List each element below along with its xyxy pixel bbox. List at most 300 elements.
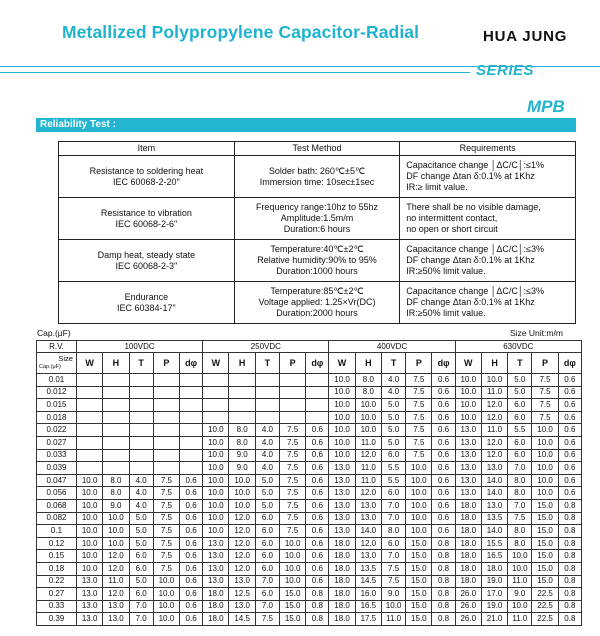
dimension-cell: 12.0 xyxy=(355,487,381,500)
dimension-cell: 7.5 xyxy=(382,562,406,575)
requirements-cell-line: no intermittent contact, xyxy=(406,213,498,223)
dimension-cell xyxy=(180,462,203,475)
dimension-cell: 7.5 xyxy=(406,411,432,424)
dimension-cell: 14.0 xyxy=(481,487,507,500)
dimension-cell: 7.0 xyxy=(382,499,406,512)
capacitance-cell: 0.27 xyxy=(37,588,77,601)
dimensions-table xyxy=(36,340,582,626)
dimension-cell: 6.0 xyxy=(129,550,153,563)
cap-corner-label: Cap.(μF) xyxy=(39,364,61,370)
dimension-cell xyxy=(229,399,255,412)
dimension-cell: 0.8 xyxy=(306,588,329,601)
dimension-cell: 0.6 xyxy=(432,436,455,449)
dimension-cell: 13.0 xyxy=(329,525,355,538)
dimension-cell: 26.0 xyxy=(455,588,481,601)
reliability-row xyxy=(59,198,576,240)
dimension-cell: 13.0 xyxy=(76,588,102,601)
column-header-d: dφ xyxy=(306,353,329,374)
reliability-row xyxy=(59,282,576,324)
dimension-cell: 10.0 xyxy=(76,512,102,525)
dimension-cell xyxy=(180,411,203,424)
test-method-cell-line: Solder bath: 260℃±5℃ xyxy=(268,165,366,176)
table-row xyxy=(37,462,582,475)
dimension-cell xyxy=(76,424,102,437)
dimension-cell: 13.0 xyxy=(455,436,481,449)
dimension-header-row xyxy=(37,353,582,374)
table-row xyxy=(37,424,582,437)
dimension-cell: 0.6 xyxy=(306,474,329,487)
size-label: Size xyxy=(58,354,73,363)
dimension-cell: 10.0 xyxy=(406,525,432,538)
dimension-cell: 18.0 xyxy=(203,600,229,613)
dimension-cell: 7.5 xyxy=(406,436,432,449)
dimension-cell: 18.0 xyxy=(329,613,355,626)
test-method-cell-line: Duration:6 hours xyxy=(283,224,351,234)
table-row xyxy=(37,399,582,412)
dimension-cell: 6.0 xyxy=(129,562,153,575)
dimension-cell: 0.6 xyxy=(558,436,581,449)
dimension-cell xyxy=(129,399,153,412)
reliability-section-title: Reliability Test : xyxy=(40,119,116,130)
dimension-cell xyxy=(129,436,153,449)
dimension-cell xyxy=(76,436,102,449)
dimension-cell: 5.0 xyxy=(382,399,406,412)
reliability-row xyxy=(59,156,576,198)
column-header-d: dφ xyxy=(180,353,203,374)
dimension-cell: 16.5 xyxy=(481,550,507,563)
requirements-cell-line: Capacitance change │ΔC/C│:≤3% xyxy=(406,244,544,254)
dimension-cell: 8.0 xyxy=(508,487,532,500)
column-header-w: W xyxy=(203,353,229,374)
dimension-cell: 0.6 xyxy=(180,474,203,487)
dimension-cell: 0.6 xyxy=(180,550,203,563)
requirements-cell xyxy=(400,282,576,324)
dimension-cell: 0.8 xyxy=(432,550,455,563)
dimension-cell: 7.0 xyxy=(255,600,279,613)
requirements-cell-line: IR:≥50% limit value. xyxy=(406,308,486,318)
item-cell-line: Damp heat, steady state xyxy=(97,249,196,260)
table-row xyxy=(37,436,582,449)
table-row xyxy=(37,575,582,588)
dimension-cell: 7.5 xyxy=(406,399,432,412)
table-row xyxy=(37,386,582,399)
dimension-cell: 4.0 xyxy=(129,487,153,500)
voltage-header-row xyxy=(37,341,582,353)
dimension-cell: 0.6 xyxy=(432,525,455,538)
test-method-cell-line: Temperature:85℃±2℃ xyxy=(270,286,364,296)
dimension-cell: 13.0 xyxy=(329,462,355,475)
dimension-cell: 7.5 xyxy=(279,487,305,500)
item-cell-line: IEC 60384-17" xyxy=(117,302,176,313)
column-header-item: Item xyxy=(59,142,235,156)
dimension-cell: 10.0 xyxy=(76,562,102,575)
column-header-t: T xyxy=(382,353,406,374)
dimension-cell: 9.0 xyxy=(103,499,129,512)
dimension-cell: 10.0 xyxy=(153,588,179,601)
table-row xyxy=(37,550,582,563)
dimension-cell: 0.8 xyxy=(306,613,329,626)
dimension-cell: 12.0 xyxy=(481,436,507,449)
dimension-cell xyxy=(279,399,305,412)
dimension-cell: 7.5 xyxy=(406,424,432,437)
dimension-cell: 7.5 xyxy=(279,462,305,475)
dimension-cell: 10.0 xyxy=(203,487,229,500)
dimension-cell: 15.0 xyxy=(406,600,432,613)
dimension-cell: 0.6 xyxy=(180,600,203,613)
dimension-cell: 10.0 xyxy=(532,487,558,500)
dimension-cell: 13.0 xyxy=(481,499,507,512)
dimension-cell: 10.0 xyxy=(406,499,432,512)
dimension-cell: 10.0 xyxy=(103,512,129,525)
dimension-cell: 7.5 xyxy=(532,386,558,399)
dimension-cell xyxy=(203,374,229,387)
dimension-cell: 26.0 xyxy=(455,613,481,626)
dimension-cell: 22.5 xyxy=(532,600,558,613)
dimension-cell: 11.0 xyxy=(355,436,381,449)
dimension-cell: 10.0 xyxy=(229,499,255,512)
requirements-cell-line: There shall be no visible damage, xyxy=(406,202,541,212)
dimension-cell xyxy=(153,462,179,475)
dimension-cell xyxy=(229,411,255,424)
dimension-cell: 7.5 xyxy=(153,474,179,487)
dimension-cell: 15.0 xyxy=(532,525,558,538)
test-method-cell-line: Relative humidity:90% to 95% xyxy=(257,255,377,265)
dimension-cell: 14.5 xyxy=(229,613,255,626)
dimension-cell xyxy=(153,399,179,412)
dimension-cell xyxy=(229,386,255,399)
dimension-cell xyxy=(129,462,153,475)
dimension-cell: 13.5 xyxy=(355,562,381,575)
dimension-cell: 19.0 xyxy=(481,600,507,613)
dimension-cell xyxy=(103,399,129,412)
dimension-cell xyxy=(129,411,153,424)
item-cell-line: Resistance to vibration xyxy=(100,207,192,218)
dimension-cell: 7.5 xyxy=(406,449,432,462)
dimension-cell xyxy=(203,399,229,412)
dimension-cell: 18.0 xyxy=(455,537,481,550)
dimension-cell: 12.0 xyxy=(481,449,507,462)
dimension-cell: 18.0 xyxy=(329,537,355,550)
dimension-cell xyxy=(76,399,102,412)
dimension-cell: 15.0 xyxy=(406,575,432,588)
column-header-t: T xyxy=(129,353,153,374)
dimension-cell: 18.0 xyxy=(455,512,481,525)
dimension-cell: 13.0 xyxy=(76,600,102,613)
dimension-cell: 6.0 xyxy=(508,449,532,462)
dimension-cell: 5.5 xyxy=(508,424,532,437)
dimension-cell: 0.6 xyxy=(432,374,455,387)
capacitance-cell: 0.047 xyxy=(37,474,77,487)
dimension-cell xyxy=(103,462,129,475)
dimension-cell: 11.0 xyxy=(355,462,381,475)
dimension-cell: 13.0 xyxy=(455,462,481,475)
item-cell-line: IEC 60068-2-6" xyxy=(115,218,178,229)
dimension-cell: 13.0 xyxy=(103,600,129,613)
dimension-cell: 0.8 xyxy=(558,600,581,613)
dimension-cell: 10.0 xyxy=(279,562,305,575)
dimension-cell: 0.6 xyxy=(306,424,329,437)
dimension-cell: 12.5 xyxy=(229,588,255,601)
dimension-cell: 10.0 xyxy=(153,600,179,613)
dimension-cell: 8.0 xyxy=(103,474,129,487)
dimension-cell xyxy=(306,399,329,412)
column-header-p: P xyxy=(279,353,305,374)
dimension-cell: 11.0 xyxy=(382,613,406,626)
dimension-cell xyxy=(180,436,203,449)
dimension-cell: 7.5 xyxy=(255,613,279,626)
dimension-cell: 8.0 xyxy=(508,525,532,538)
dimension-cell: 10.0 xyxy=(203,424,229,437)
capacitance-unit-label: Cap.(μF) xyxy=(37,328,71,338)
dimension-cell: 0.8 xyxy=(558,537,581,550)
dimension-cell: 7.5 xyxy=(279,499,305,512)
dimension-cell: 18.0 xyxy=(455,550,481,563)
dimension-cell xyxy=(203,386,229,399)
dimension-cell: 0.8 xyxy=(432,588,455,601)
dimension-cell: 10.0 xyxy=(329,424,355,437)
dimension-cell: 13.0 xyxy=(481,462,507,475)
dimension-cell: 10.0 xyxy=(406,474,432,487)
dimension-cell xyxy=(255,386,279,399)
dimension-cell: 12.0 xyxy=(103,562,129,575)
dimension-cell: 0.6 xyxy=(306,562,329,575)
capacitance-cell: 0.015 xyxy=(37,399,77,412)
table-row xyxy=(37,449,582,462)
dimension-cell: 18.0 xyxy=(455,562,481,575)
dimension-cell: 10.0 xyxy=(382,600,406,613)
dimension-cell: 13.0 xyxy=(329,499,355,512)
dimension-cell: 15.0 xyxy=(406,588,432,601)
dimension-cell: 0.6 xyxy=(180,575,203,588)
dimension-cell: 14.0 xyxy=(481,525,507,538)
dimension-cell: 0.8 xyxy=(432,575,455,588)
dimension-cell: 10.0 xyxy=(329,399,355,412)
dimension-cell: 10.0 xyxy=(355,424,381,437)
dimension-cell: 12.0 xyxy=(229,537,255,550)
dimension-cell: 0.8 xyxy=(558,525,581,538)
dimension-cell: 7.5 xyxy=(279,474,305,487)
dimension-cell xyxy=(76,449,102,462)
dimension-cell: 5.0 xyxy=(382,411,406,424)
dimension-cell: 10.0 xyxy=(329,374,355,387)
dimension-cell: 13.0 xyxy=(203,562,229,575)
capacitance-cell: 0.039 xyxy=(37,462,77,475)
dimension-cell: 11.0 xyxy=(103,575,129,588)
dimension-cell: 5.5 xyxy=(382,462,406,475)
dimension-cell: 22.5 xyxy=(532,588,558,601)
dimension-cell: 0.8 xyxy=(432,613,455,626)
dimension-cell: 10.0 xyxy=(203,449,229,462)
dimension-cell: 7.5 xyxy=(153,525,179,538)
dimension-cell: 6.0 xyxy=(255,562,279,575)
item-cell xyxy=(59,282,235,324)
dimension-cell: 10.0 xyxy=(203,512,229,525)
requirements-cell-line: Capacitance change │ΔC/C│:≤3% xyxy=(406,286,544,296)
dimension-cell xyxy=(255,374,279,387)
column-header-d: dφ xyxy=(432,353,455,374)
dimension-cell: 13.0 xyxy=(329,512,355,525)
capacitance-cell: 0.18 xyxy=(37,562,77,575)
column-header-d: dφ xyxy=(558,353,581,374)
dimension-cell: 15.5 xyxy=(481,537,507,550)
dimension-cell: 0.6 xyxy=(432,499,455,512)
test-method-cell-line: Duration:2000 hours xyxy=(276,308,358,318)
reliability-row xyxy=(59,240,576,282)
dimension-cell: 12.0 xyxy=(355,449,381,462)
table-row xyxy=(37,588,582,601)
dimension-cell: 0.6 xyxy=(558,411,581,424)
dimension-cell: 6.0 xyxy=(382,537,406,550)
dimension-cell: 10.0 xyxy=(329,386,355,399)
dimension-cell: 10.0 xyxy=(532,474,558,487)
dimension-cell: 6.0 xyxy=(255,512,279,525)
dimension-cell: 14.0 xyxy=(355,525,381,538)
table-row xyxy=(37,499,582,512)
dimension-cell: 10.0 xyxy=(103,525,129,538)
dimension-cell xyxy=(153,411,179,424)
dimension-cell: 0.6 xyxy=(558,487,581,500)
dimension-cell: 10.0 xyxy=(455,374,481,387)
capacitance-cell: 0.01 xyxy=(37,374,77,387)
dimension-cell: 0.6 xyxy=(306,499,329,512)
dimension-cell: 7.0 xyxy=(129,600,153,613)
dimension-cell: 4.0 xyxy=(129,499,153,512)
dimension-cell: 4.0 xyxy=(255,424,279,437)
page-title: Metallized Polypropylene Capacitor-Radial xyxy=(62,22,420,42)
reliability-table xyxy=(58,141,576,324)
dimension-cell: 10.0 xyxy=(279,537,305,550)
dimension-cell xyxy=(129,449,153,462)
dimension-cell: 18.0 xyxy=(329,550,355,563)
dimension-cell: 8.0 xyxy=(508,537,532,550)
test-method-cell xyxy=(234,282,399,324)
dimension-cell: 15.0 xyxy=(532,537,558,550)
dimension-cell: 0.6 xyxy=(306,575,329,588)
dimension-cell xyxy=(103,424,129,437)
dimension-cell: 15.0 xyxy=(279,588,305,601)
brand-name: HUA JUNG xyxy=(483,28,568,45)
dimension-cell: 14.5 xyxy=(355,575,381,588)
dimension-cell: 0.6 xyxy=(558,374,581,387)
dimension-cell: 16.5 xyxy=(355,600,381,613)
dimension-cell: 0.6 xyxy=(180,588,203,601)
dimension-cell: 15.0 xyxy=(279,600,305,613)
dimension-cell: 0.8 xyxy=(558,575,581,588)
model-name: MPB xyxy=(527,97,565,116)
dimension-cell: 6.0 xyxy=(129,588,153,601)
dimension-cell xyxy=(129,424,153,437)
dimension-cell: 0.6 xyxy=(432,424,455,437)
dimension-cell: 7.0 xyxy=(382,512,406,525)
dimension-cell: 5.0 xyxy=(382,424,406,437)
capacitance-cell: 0.033 xyxy=(37,449,77,462)
dimension-cell: 15.0 xyxy=(532,550,558,563)
capacitance-cell: 0.018 xyxy=(37,411,77,424)
dimension-cell: 15.0 xyxy=(532,499,558,512)
column-header-p: P xyxy=(153,353,179,374)
dimension-cell: 4.0 xyxy=(382,374,406,387)
dimension-cell: 7.0 xyxy=(255,575,279,588)
test-method-cell-line: Amplitude:1.5m/m xyxy=(280,213,354,223)
item-cell-line: IEC 60068-2-20" xyxy=(113,176,180,187)
dimension-cell: 5.0 xyxy=(129,537,153,550)
column-header-p: P xyxy=(406,353,432,374)
dimension-cell: 7.5 xyxy=(153,562,179,575)
dimension-cell: 7.5 xyxy=(532,374,558,387)
capacitance-cell: 0.027 xyxy=(37,436,77,449)
capacitance-cell: 0.012 xyxy=(37,386,77,399)
dimension-cell: 16.0 xyxy=(355,588,381,601)
dimension-cell: 13.5 xyxy=(481,512,507,525)
item-cell xyxy=(59,240,235,282)
dimension-cell: 10.0 xyxy=(455,411,481,424)
capacitance-cell: 0.068 xyxy=(37,499,77,512)
dimension-cell: 10.0 xyxy=(203,462,229,475)
dimension-cell: 10.0 xyxy=(76,474,102,487)
capacitance-cell: 0.15 xyxy=(37,550,77,563)
dimension-cell xyxy=(153,424,179,437)
dimension-cell: 18.0 xyxy=(329,588,355,601)
dimension-cell: 13.0 xyxy=(329,487,355,500)
dimension-cell: 26.0 xyxy=(455,600,481,613)
dimension-cell: 10.0 xyxy=(203,474,229,487)
dimension-cell: 6.0 xyxy=(255,588,279,601)
dimension-cell: 7.5 xyxy=(532,399,558,412)
dimension-cell: 15.0 xyxy=(406,613,432,626)
dimension-cell: 10.0 xyxy=(279,550,305,563)
dimension-cell: 12.0 xyxy=(481,399,507,412)
dimension-cell: 6.0 xyxy=(382,487,406,500)
dimension-cell: 0.6 xyxy=(432,399,455,412)
voltage-header-100: 100VDC xyxy=(76,341,202,353)
dimension-cell: 0.6 xyxy=(558,424,581,437)
dimension-cell: 7.5 xyxy=(279,512,305,525)
dimension-cell: 7.5 xyxy=(279,424,305,437)
dimension-cell: 17.5 xyxy=(355,613,381,626)
dimension-cell: 0.8 xyxy=(558,562,581,575)
dimension-cell: 15.0 xyxy=(532,562,558,575)
capacitance-cell: 0.022 xyxy=(37,424,77,437)
dimension-cell: 18.0 xyxy=(455,575,481,588)
dimension-cell: 10.0 xyxy=(508,600,532,613)
dimension-cell: 12.0 xyxy=(103,550,129,563)
dimension-cell: 10.0 xyxy=(103,537,129,550)
dimension-cell: 13.0 xyxy=(455,487,481,500)
item-cell xyxy=(59,156,235,198)
table-row xyxy=(37,411,582,424)
dimension-cell: 7.5 xyxy=(153,537,179,550)
dimension-cell: 6.0 xyxy=(255,525,279,538)
capacitance-cell: 0.22 xyxy=(37,575,77,588)
dimension-cell: 13.0 xyxy=(229,600,255,613)
test-method-cell-line: Duration:1000 hours xyxy=(276,266,358,276)
dimension-cell xyxy=(279,386,305,399)
requirements-cell xyxy=(400,198,576,240)
requirements-cell xyxy=(400,240,576,282)
dimension-cell: 10.0 xyxy=(329,436,355,449)
dimension-cell xyxy=(180,449,203,462)
dimension-cell: 7.5 xyxy=(279,449,305,462)
table-row xyxy=(37,537,582,550)
dimension-cell xyxy=(279,411,305,424)
dimension-cell: 13.0 xyxy=(229,575,255,588)
dimension-cell: 0.8 xyxy=(558,613,581,626)
requirements-cell xyxy=(400,156,576,198)
column-header-requirements: Requirements xyxy=(400,142,576,156)
dimension-cell: 5.0 xyxy=(255,474,279,487)
requirements-cell-line: DF change Δtan δ:0.1% at 1Khz xyxy=(406,297,535,307)
dimension-cell: 10.0 xyxy=(355,411,381,424)
